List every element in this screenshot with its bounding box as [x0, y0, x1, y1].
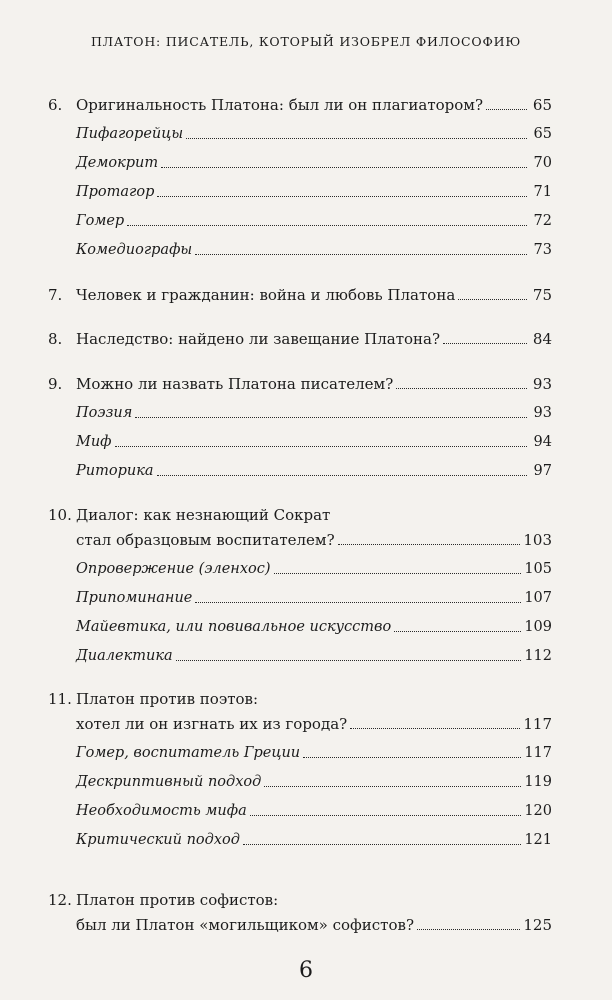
- toc-section[interactable]: [76, 179, 552, 201]
- dot-leader: [458, 298, 527, 300]
- toc-section[interactable]: [76, 769, 552, 791]
- section-title: Миф: [76, 434, 112, 450]
- chapter-title: Наследство: найдено ли завещание Платона?: [76, 330, 441, 348]
- toc-chapter-8[interactable]: [48, 326, 552, 348]
- toc-chapter-11[interactable]: [48, 690, 552, 733]
- dot-leader: [186, 137, 527, 139]
- dot-leader: [115, 445, 527, 447]
- toc-section[interactable]: [76, 208, 552, 230]
- toc-section[interactable]: [76, 614, 552, 636]
- page-ref: 84: [532, 330, 552, 348]
- page-ref: 105: [524, 561, 552, 577]
- page-ref: 97: [533, 463, 552, 479]
- page-ref: 71: [533, 184, 552, 200]
- section-title: Риторика: [76, 463, 154, 479]
- dot-leader: [443, 342, 527, 344]
- page-ref: 65: [533, 126, 552, 142]
- dot-leader: [274, 572, 522, 574]
- toc-section[interactable]: [76, 400, 552, 422]
- page-ref: 107: [524, 590, 552, 606]
- dot-leader: [195, 253, 527, 255]
- dot-leader: [350, 727, 520, 729]
- section-title: Демокрит: [76, 155, 159, 171]
- toc-chapter-7[interactable]: [48, 282, 552, 304]
- dot-leader: [243, 843, 521, 845]
- chapter-title-line1: Платон против софистов:: [76, 891, 279, 909]
- page-ref: 72: [533, 213, 552, 229]
- toc-section[interactable]: [76, 458, 552, 480]
- page-ref: 117: [523, 715, 552, 733]
- dot-leader: [486, 108, 527, 110]
- toc-chapter-12-spacer: [48, 813, 552, 835]
- section-title: Комедиографы: [76, 242, 193, 258]
- section-title: Дескриптивный подход: [76, 774, 262, 790]
- dot-leader: [176, 659, 522, 661]
- section-title: Поэзия: [76, 405, 133, 421]
- page-ref: 70: [533, 155, 552, 171]
- chapter-title: хотел ли он изгнать их из города?: [76, 715, 348, 733]
- chapter-title-line1: Платон против поэтов:: [76, 690, 259, 708]
- toc-section[interactable]: [76, 740, 552, 762]
- page-ref: 112: [524, 648, 552, 664]
- page-ref: 93: [532, 375, 552, 393]
- page-ref: 119: [524, 774, 552, 790]
- dot-leader: [303, 756, 521, 758]
- section-title: Необходимость мифа: [76, 803, 247, 819]
- section-title: Гомер: [76, 213, 125, 229]
- section-title: Майевтика, или повивальное искусство: [76, 619, 392, 635]
- chapter-title-line1: Диалог: как незнающий Сократ: [76, 506, 331, 524]
- chapter-number: 12.: [48, 891, 72, 909]
- dot-leader: [135, 416, 527, 418]
- dot-leader: [394, 630, 521, 632]
- chapter-title: Оригинальность Платона: был ли он плагиатором?: [76, 96, 483, 114]
- chapter-number: 8.: [48, 330, 63, 348]
- section-title: Критический подход: [76, 832, 240, 848]
- page-ref: 121: [524, 832, 552, 848]
- section-title: Диалектика: [76, 648, 173, 664]
- page-ref: 109: [524, 619, 552, 635]
- toc-chapter-10[interactable]: [48, 506, 552, 549]
- running-header: ПЛАТОН: ПИСАТЕЛЬ, КОТОРЫЙ ИЗОБРЕЛ ФИЛОСОФИЮ: [90, 34, 522, 49]
- dot-leader: [157, 195, 527, 197]
- page-ref: 65: [532, 96, 552, 114]
- dot-leader: [161, 166, 527, 168]
- toc-chapter-9[interactable]: [48, 371, 552, 393]
- dot-leader: [195, 601, 521, 603]
- page-ref: 75: [532, 286, 552, 304]
- chapter-number: 6.: [48, 96, 63, 114]
- toc-section[interactable]: [76, 643, 552, 665]
- toc-section[interactable]: [76, 150, 552, 172]
- section-title: Припоминание: [76, 590, 193, 606]
- dot-leader: [264, 785, 521, 787]
- chapter-number: 7.: [48, 286, 63, 304]
- page-ref: 103: [523, 531, 552, 549]
- chapter-number: 10.: [48, 506, 72, 524]
- toc-chapter-6[interactable]: [48, 92, 552, 114]
- section-title: Пифагорейцы: [76, 126, 184, 142]
- section-title: Опровержение (эленхос): [76, 561, 271, 577]
- page-ref: 120: [524, 803, 552, 819]
- toc-section[interactable]: [76, 237, 552, 259]
- toc-section[interactable]: [76, 429, 552, 451]
- toc-section[interactable]: [76, 121, 552, 143]
- dot-leader: [417, 928, 520, 930]
- toc-chapter-12[interactable]: [48, 891, 552, 934]
- section-title: Протагор: [76, 184, 155, 200]
- chapter-number: 11.: [48, 690, 72, 708]
- chapter-title: Можно ли назвать Платона писателем?: [76, 375, 394, 393]
- dot-leader: [338, 543, 521, 545]
- chapter-number: 9.: [48, 375, 63, 393]
- dot-leader: [157, 474, 528, 476]
- page-ref: 93: [533, 405, 552, 421]
- page-ref: 125: [523, 916, 552, 934]
- chapter-title: стал образцовым воспитателем?: [76, 531, 335, 549]
- page-number: 6: [299, 958, 313, 983]
- section-title: Гомер, воспитатель Греции: [76, 745, 301, 761]
- page-ref: 73: [533, 242, 552, 258]
- dot-leader: [127, 224, 527, 226]
- toc-section[interactable]: [76, 585, 552, 607]
- page-ref: 94: [533, 434, 552, 450]
- dot-leader: [396, 387, 527, 389]
- toc-section[interactable]: [76, 556, 552, 578]
- page-ref: 117: [524, 745, 552, 761]
- chapter-title: был ли Платон «могильщиком» софистов?: [76, 916, 414, 934]
- chapter-title: Человек и гражданин: война и любовь Платона: [76, 286, 456, 304]
